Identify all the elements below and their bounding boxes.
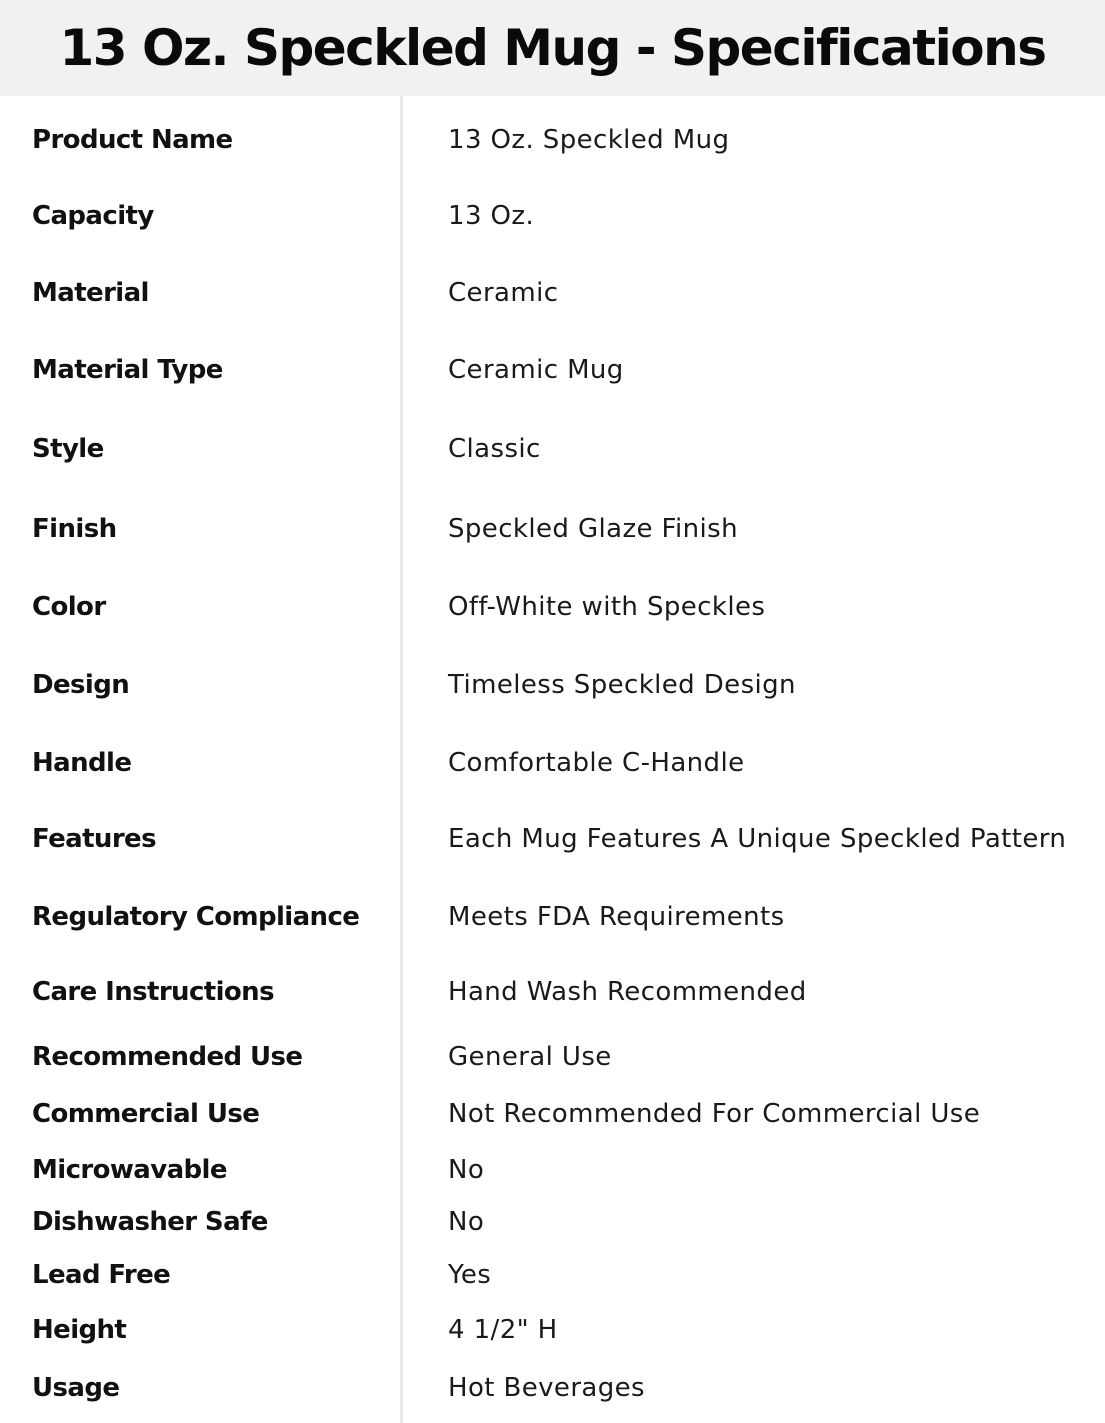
spec-label: Material Type [32, 355, 223, 385]
spec-label: Recommended Use [32, 1042, 303, 1072]
spec-value: 13 Oz. [448, 201, 535, 231]
spec-value: Ceramic [448, 278, 559, 308]
spec-value: Hand Wash Recommended [448, 977, 807, 1007]
spec-label: Features [32, 824, 156, 854]
spec-label: Regulatory Compliance [32, 902, 360, 932]
spec-label: Commercial Use [32, 1099, 260, 1129]
page-title: 13 Oz. Speckled Mug - Specifications [59, 19, 1046, 77]
spec-value: Speckled Glaze Finish [448, 514, 738, 544]
spec-value: Meets FDA Requirements [448, 902, 785, 932]
spec-label: Lead Free [32, 1260, 171, 1290]
spec-value: Hot Beverages [448, 1373, 646, 1403]
spec-value: No [448, 1207, 485, 1237]
spec-label: Handle [32, 748, 132, 778]
spec-label: Dishwasher Safe [32, 1207, 268, 1237]
spec-value: Yes [448, 1260, 492, 1290]
spec-value: General Use [448, 1042, 612, 1072]
spec-value: Off-White with Speckles [448, 592, 766, 622]
spec-value: 4 1/2" H [448, 1315, 558, 1345]
spec-value: Each Mug Features A Unique Speckled Pattern [448, 824, 1067, 854]
spec-label: Height [32, 1315, 127, 1345]
spec-value: Ceramic Mug [448, 355, 624, 385]
spec-value: Timeless Speckled Design [448, 670, 796, 700]
spec-label: Material [32, 278, 149, 308]
column-divider [400, 96, 403, 1423]
spec-label: Product Name [32, 125, 233, 155]
spec-label: Microwavable [32, 1155, 227, 1185]
spec-value: Comfortable C-Handle [448, 748, 745, 778]
title-bar [0, 0, 1105, 96]
spec-label: Finish [32, 514, 117, 544]
spec-value: Not Recommended For Commercial Use [448, 1099, 981, 1129]
spec-label: Style [32, 434, 104, 464]
spec-value: Classic [448, 434, 541, 464]
spec-label: Design [32, 670, 130, 700]
spec-value: No [448, 1155, 485, 1185]
spec-label: Capacity [32, 201, 154, 231]
spec-label: Care Instructions [32, 977, 274, 1007]
spec-label: Usage [32, 1373, 120, 1403]
spec-value: 13 Oz. Speckled Mug [448, 125, 730, 155]
spec-label: Color [32, 592, 106, 622]
